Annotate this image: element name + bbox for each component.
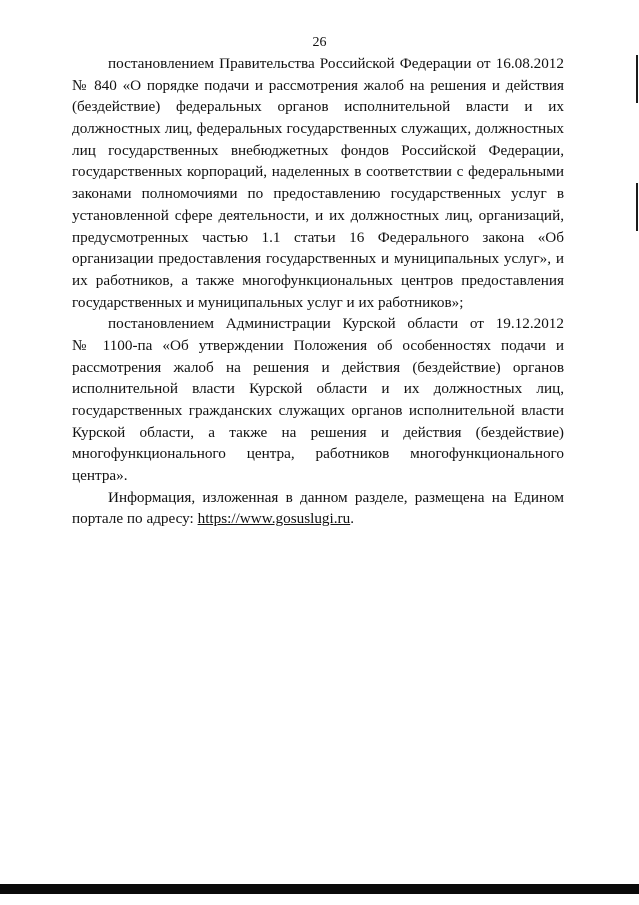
- text-line: Информация, изложенная в данном разделе, размещена на Едином: [108, 488, 564, 506]
- text-line: постановлением Администрации Курской области от 19.12.2012: [108, 315, 564, 333]
- page-number: 26: [312, 35, 327, 50]
- scan-edge-mark: [636, 183, 638, 231]
- document-body: [72, 53, 564, 530]
- text-line: Курской области, а также на решения и действия (бездействие): [72, 423, 564, 441]
- scan-bottom-border: [0, 884, 639, 894]
- text-line: государственных и муниципальных услуг и их работников»;: [72, 293, 464, 311]
- text-line: государственных корпораций, наделенных в соответствии с федеральными: [72, 163, 564, 181]
- gosuslugi-link[interactable]: https://www.gosuslugi.ru: [197, 510, 351, 528]
- text-line: предусмотренных частью 1.1 статьи 16 Федерального закона «Об: [72, 228, 564, 246]
- text-line: № 1100-па «Об утверждении Положения об особенностях подачи и: [72, 336, 564, 354]
- text-line: законами полномочиями по предоставлению государственных услуг в: [72, 185, 564, 203]
- paragraph-government-decree: [72, 53, 564, 313]
- text-line: их работников, а также многофункциональных центров предоставления: [72, 271, 564, 289]
- text-line: постановлением Правительства Российской Федерации от 16.08.2012: [108, 55, 564, 72]
- text-line: должностных лиц, федеральных государственных служащих, должностных: [72, 120, 564, 138]
- text-line: организации предоставления государственных и муниципальных услуг», и: [72, 250, 564, 268]
- text-line: (бездействие) федеральных органов исполнительной власти и их: [72, 98, 564, 116]
- text-line-with-link: [72, 508, 564, 530]
- text-line: лиц государственных внебюджетных фондов Российской Федерации,: [72, 141, 564, 159]
- text-line: центра».: [72, 467, 128, 485]
- text-line: № 840 «О порядке подачи и рассмотрения жалоб на решения и действия: [72, 76, 564, 94]
- scan-edge-mark: [636, 55, 638, 103]
- paragraph-information-portal: [72, 487, 564, 530]
- text-line: государственных гражданских служащих органов исполнительной власти: [72, 402, 564, 419]
- text-fragment: .: [350, 510, 354, 528]
- text-fragment: портале по адресу:: [72, 510, 198, 528]
- text-line: установленной сфере деятельности, и их должностных лиц, организаций,: [72, 206, 564, 224]
- text-line: исполнительной власти Курской области и их должностных лиц,: [72, 380, 564, 398]
- paragraph-kursk-decree: [72, 313, 564, 487]
- text-line: рассмотрения жалоб на решения и действия (бездействие) органов: [72, 358, 564, 376]
- text-line: многофункционального центра, работников многофункционального: [72, 445, 564, 463]
